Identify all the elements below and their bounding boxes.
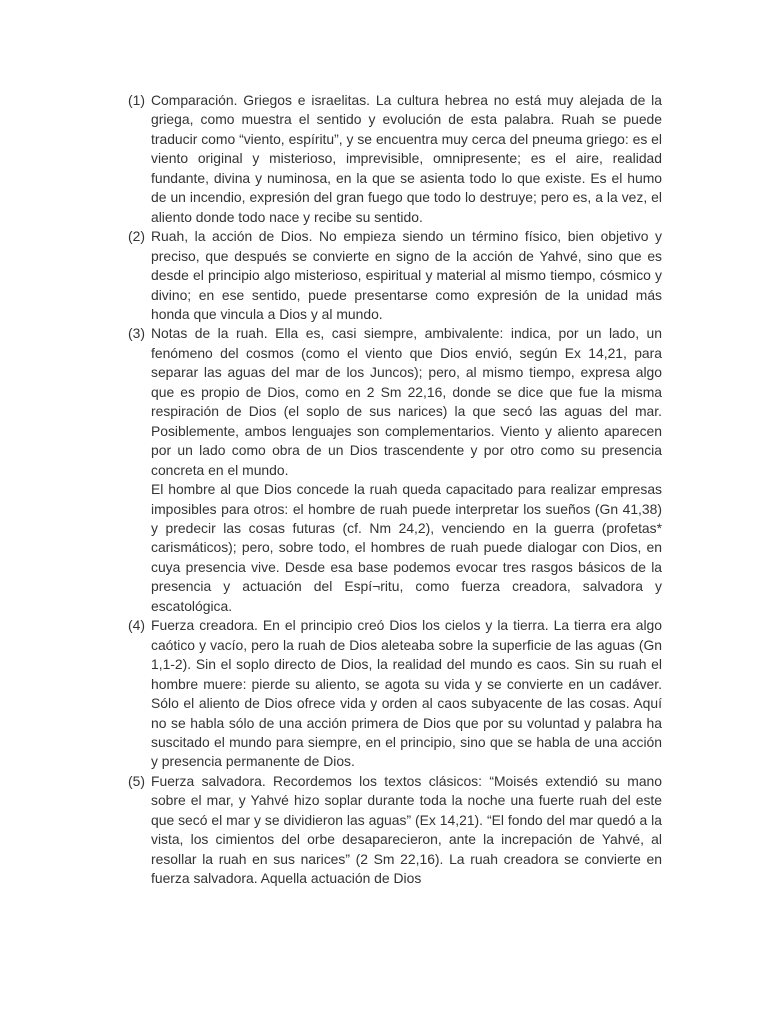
item-number: (3)	[128, 325, 145, 342]
item-number: (4)	[128, 617, 145, 634]
document-body	[128, 91, 662, 889]
item-number: (5)	[128, 772, 145, 789]
list-item	[128, 616, 662, 772]
paragraph: Fuerza creadora. En el principio creó Dios los cielos y la tierra. La tierra era algo caótico y vacío, pero la ruah de Dios aleteaba sobre la superficie de las aguas (Gn 1,1-2). Sin el soplo directo de Dios, la realidad del mundo es caos. Sin su ruah el hombre muere: pierde su aliento, se agota su vida y se convierte en un cadáver. Sólo el aliento de Dios ofrece vida y orden al caos subyacente de las cosas. Aquí no se habla sólo de una acción primera de Dios que por su voluntad y palabra ha suscitado el mundo para siempre, en el principio, sino que se habla de una acción y presencia permanente de Dios.	[151, 617, 662, 770]
list-item	[128, 91, 662, 227]
item-number: (2)	[128, 228, 145, 245]
paragraph: Fuerza salvadora. Recordemos los textos clásicos: “Moisés extendió su mano sobre el mar, y Yahvé hizo soplar durante toda la noche una fuerte ruah del este que secó el mar y se dividieron las aguas” (Ex 14,21). “El fondo del mar quedó a la vista, los cimientos del orbe desaparecieron, ante la increpación de Yahvé, al resollar la ruah en sus narices” (2 Sm 22,16). La ruah creadora se convierte en fuerza salvadora. Aquella actuación de Dios	[151, 772, 662, 887]
paragraph: Notas de la ruah. Ella es, casi siempre, ambivalente: indica, por un lado, un fenómeno del cosmos (como el viento que Dios envió, según Ex 14,21, para separar las aguas del mar de los Juncos); pero, al mismo tiempo, expresa algo que es propio de Dios, como en 2 Sm 22,16, donde se dice que fue la misma respiración de Dios (el soplo de sus narices) la que secó las aguas del mar. Posiblemente, ambos lenguajes son complementarios. Viento y aliento aparecen por un lado como obra de un Dios trascendente y por otro como su presencia concreta en el mundo.	[151, 325, 662, 478]
paragraph: El hombre al que Dios concede la ruah queda capacitado para realizar empresas imposibles para otros: el hombre de ruah puede interpretar los sueños (Gn 41,38) y predecir las cosas futuras (cf. Nm 24,2), venciendo en la guerra (profetas* carismáticos); pero, sobre todo, el hombres de ruah puede dialogar con Dios, en cuya presencia vive. Desde esa base podemos evocar tres rasgos básicos de la presencia y actuación del Espí¬ritu, como fuerza creadora, salvadora y escatológica.	[151, 481, 662, 614]
paragraph: Comparación. Griegos e israelitas. La cultura hebrea no está muy alejada de la griega, como muestra el sentido y evolución de esta palabra. Ruah se puede traducir como “viento, espíritu”, y se encuentra muy cerca del pneuma griego: es el viento original y misterioso, imprevisible, omnipresente; es el aire, realidad fundante, divina y numinosa, en la que se asienta todo lo que existe. Es el humo de un incendio, expresión del gran fuego que todo lo destruye; pero es, a la vez, el aliento donde todo nace y recibe su sentido.	[151, 92, 662, 225]
list-item	[128, 227, 662, 324]
paragraph: Ruah, la acción de Dios. No empieza siendo un término físico, bien objetivo y preciso, que después se convierte en signo de la acción de Yahvé, sino que es desde el principio algo misterioso, espiritual y material al mismo tiempo, cósmico y divino; en ese sentido, puede presentarse como expresión de la unidad más honda que vincula a Dios y al mundo.	[151, 228, 662, 322]
item-number: (1)	[128, 92, 145, 108]
list-item	[128, 324, 662, 480]
list-item	[128, 772, 662, 889]
